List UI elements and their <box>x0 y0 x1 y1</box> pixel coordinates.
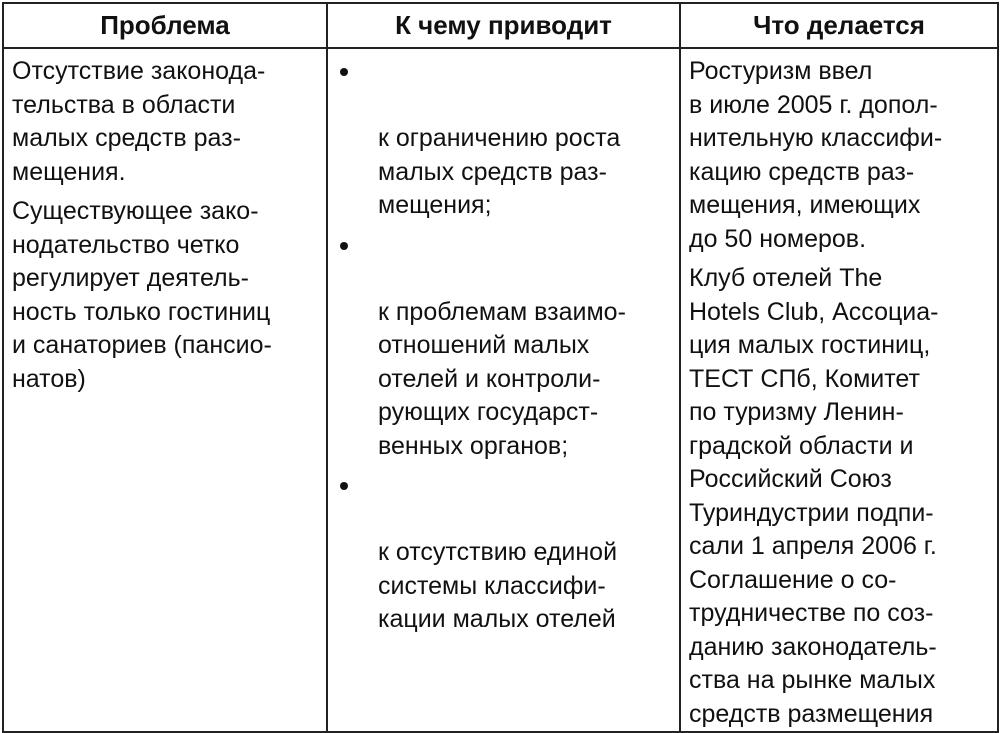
bullet-icon <box>340 242 348 250</box>
list-item <box>336 229 673 464</box>
cell-consequences <box>327 48 680 732</box>
action-paragraph-1: Ростуризм ввел в июле 2005 г. допол- нительную классифи- кацию средств раз- мещения, имеющих до 50 номеров. <box>689 57 943 253</box>
table-row <box>3 48 998 732</box>
header-consequences: К чему приводит <box>327 3 680 48</box>
problem-paragraph-2: Существующее зако- нодательство четко регулирует деятель- ность только гостиниц и санаториев (пансио- натов) <box>12 197 272 393</box>
list-item <box>336 469 673 637</box>
table-header-row <box>3 3 998 48</box>
list-item <box>336 55 673 223</box>
header-actions: Что делается <box>680 3 998 48</box>
problem-paragraph-1: Отсутствие законода- тельства в области малых средств раз- мещения. <box>12 57 266 186</box>
consequence-text-2: к проблемам взаимо- отношений малых отелей и контроли- рующих государст- венных органов; <box>378 297 626 460</box>
header-problem: Проблема <box>3 3 327 48</box>
consequence-text-3: к отсутствию единой системы классифи- кации малых отелей <box>378 538 618 633</box>
bullet-icon <box>340 68 348 76</box>
action-paragraph-2: Клуб отелей The Hotels Club, Ассоциа- ция малых гостиниц, ТЕСТ СПб, Комитет по туризму Ленин- градской области и Российский Союз Туриндустрии подпи- сали 1 апреля 2006 г. Соглашение о со- трудничестве по соз- данию законодатель- ства на рынке малых средств размещения <box>689 264 939 728</box>
consequences-list <box>336 55 673 637</box>
bullet-icon <box>340 482 348 490</box>
cell-problem <box>3 48 327 732</box>
consequence-text-1: к ограничению роста малых средств раз- мещения; <box>378 124 621 219</box>
cell-actions <box>680 48 998 732</box>
problems-table <box>2 2 999 733</box>
